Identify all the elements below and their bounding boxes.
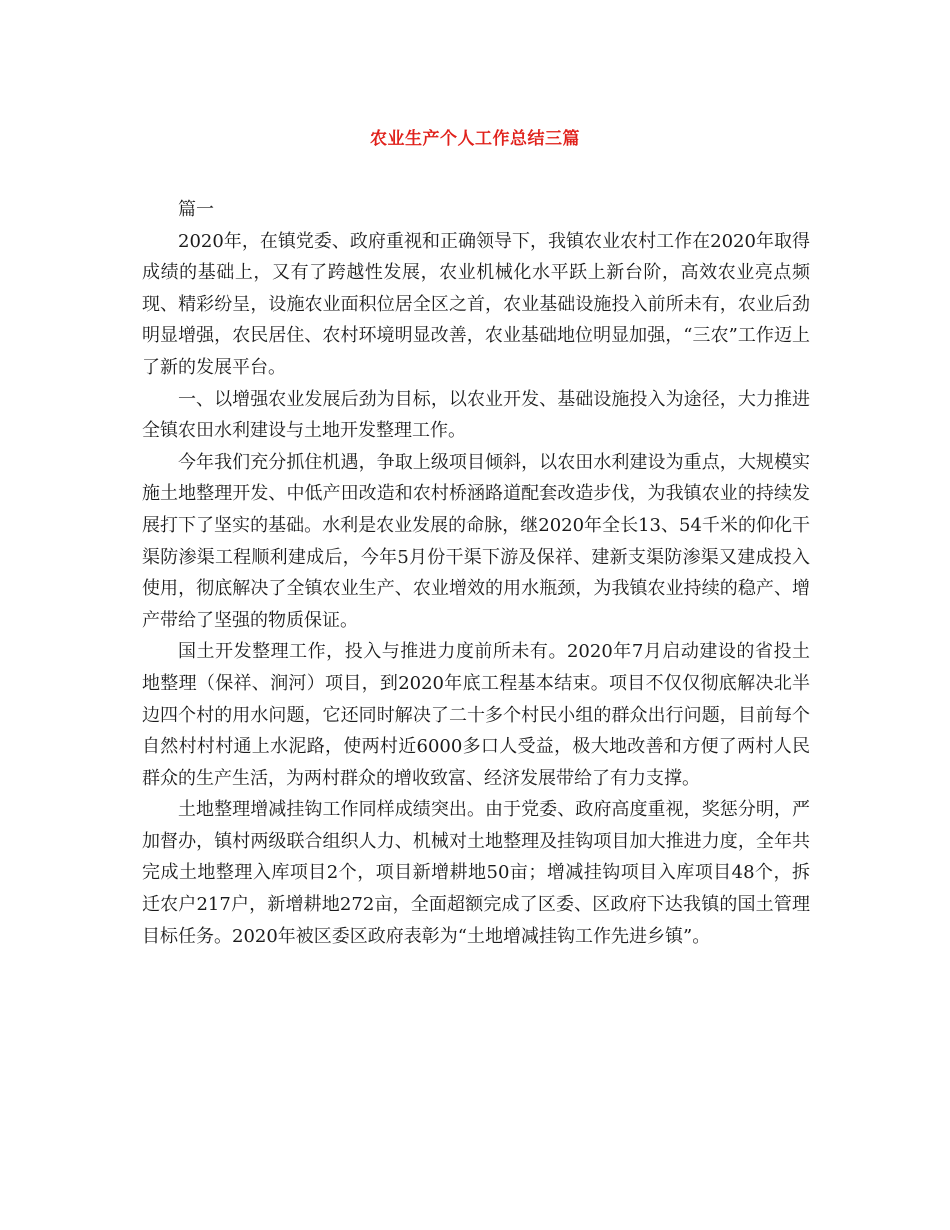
paragraph: 土地整理增减挂钩工作同样成绩突出。由于党委、政府高度重视，奖惩分明，严加督办，镇村两级联合组织人力、机械对土地整理及挂钩项目加大推进力度，全年共完成土地整理入库项目2个，项目新增耕地50亩；增减挂钩项目入库项目48个，拆迁农户217户，新增耕地272亩，全面超额完成了区委、区政府下达我镇的国土管理目标任务。2020年被区委区政府表彰为“土地增减挂钩工作先进乡镇”。 [142,799,810,947]
paragraph: 2020年，在镇党委、政府重视和正确领导下，我镇农业农村工作在2020年取得成绩的基础上，又有了跨越性发展，农业机械化水平跃上新台阶，高效农业亮点频现、精彩纷呈，设施农业面积位居全区之首，农业基础设施投入前所未有，农业后劲明显增强，农民居住、农村环境明显改善，农业基础地位明显加强，“三农”工作迈上了新的发展平台。 [142,230,810,378]
document-body [142,194,810,952]
document-title: 农业生产个人工作总结三篇 [370,129,580,149]
paragraph: 今年我们充分抓住机遇，争取上级项目倾斜，以农田水利建设为重点，大规模实施土地整理开发、中低产田改造和农村桥涵路道配套改造步伐，为我镇农业的持续发展打下了坚实的基础。水利是农业发展的命脉，继2020年全长13、54千米的仰化干渠防渗渠工程顺利建成后，今年5月份干渠下游及保祥、建新支渠防渗渠又建成投入使用，彻底解决了全镇农业生产、农业增效的用水瓶颈，为我镇农业持续的稳产、增产带给了坚强的物质保证。 [142,451,810,631]
section-heading: 篇一 [178,199,214,220]
paragraph: 一、以增强农业发展后劲为目标，以农业开发、基础设施投入为途径，大力推进全镇农田水利建设与土地开发整理工作。 [142,388,810,442]
paragraph: 国土开发整理工作，投入与推进力度前所未有。2020年7月启动建设的省投土地整理（保祥、涧河）项目，到2020年底工程基本结束。项目不仅仅彻底解决北半边四个村的用水问题，它还同时解决了二十多个村民小组的群众出行问题，目前每个自然村村村通上水泥路，使两村近6000多口人受益，极大地改善和方便了两村人民群众的生产生活，为两村群众的增收致富、经济发展带给了有力支撑。 [142,641,810,789]
